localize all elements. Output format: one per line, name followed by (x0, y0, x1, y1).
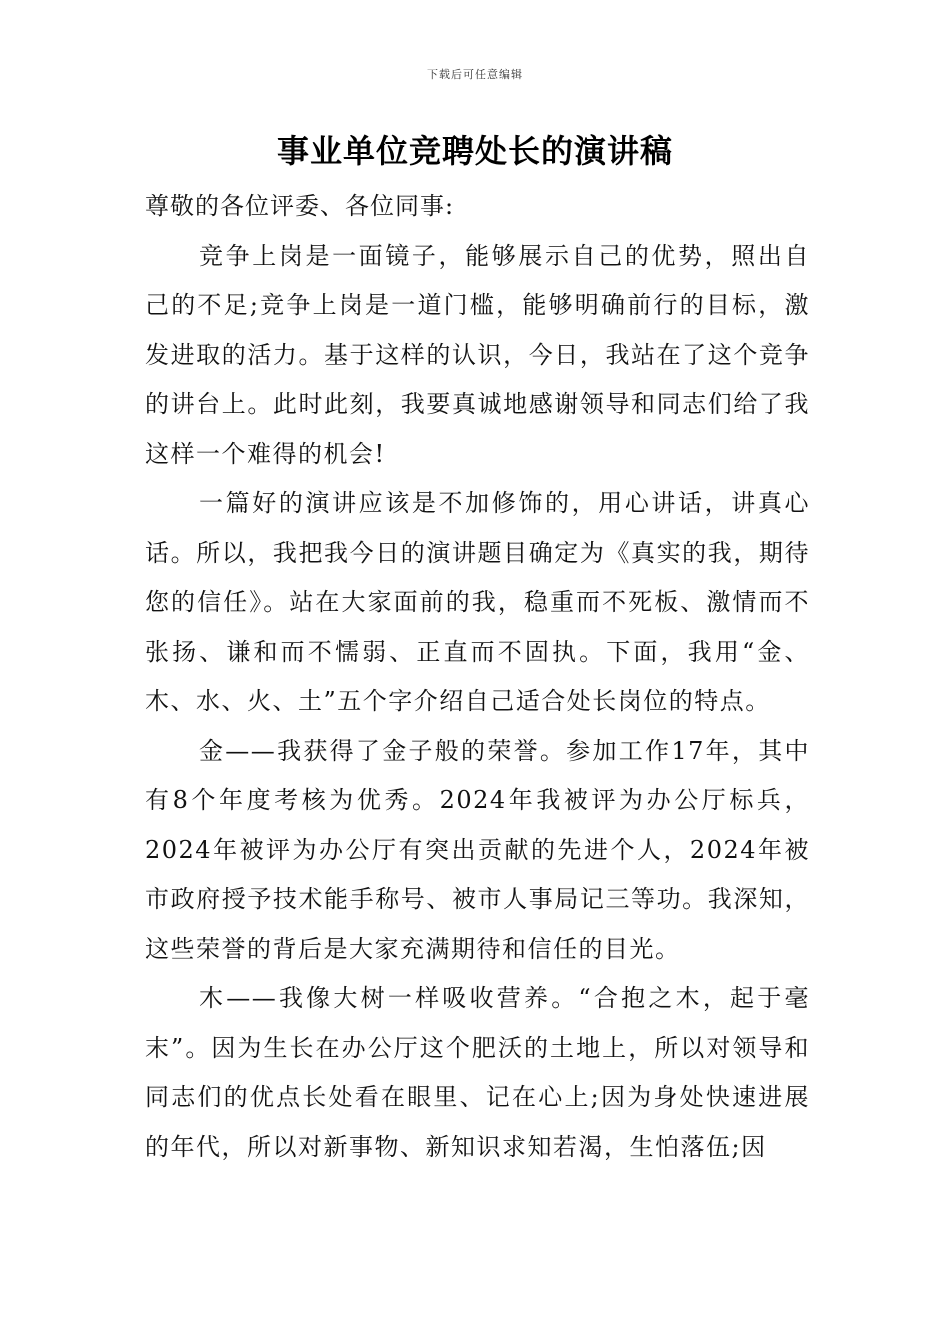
paragraph-4: 木——我像大树一样吸收营养。“合抱之木，起于毫末”。因为生长在办公厅这个肥沃的土地上，所以对领导和同志们的优点长处看在眼里、记在心上;因为身处快速进展的年代，所以对新事物、新知识求知若渴，生怕落伍;因 (145, 984, 810, 1161)
paragraph-2: 一篇好的演讲应该是不加修饰的，用心讲话，讲真心话。所以，我把我今日的演讲题目确定为《真实的我，期待您的信任》。站在大家面前的我，稳重而不死板、激情而不张扬、谦和而不懦弱、正直而不固执。下面，我用“金、木、水、火、土”五个字介绍自己适合处长岗位的特点。 (145, 489, 810, 715)
paragraph-3: 金——我获得了金子般的荣誉。参加工作17年，其中有8个年度考核为优秀。2024年我被评为办公厅标兵，2024年被评为办公厅有突出贡献的先进个人，2024年被市政府授予技术能手称号、被市人事局记三等功。我深知，这些荣誉的背后是大家充满期待和信任的目光。 (145, 736, 810, 963)
header-note: 下载后可任意编辑 (427, 68, 523, 81)
paragraph-1: 竞争上岗是一面镜子，能够展示自己的优势，照出自己的不足;竞争上岗是一道门槛，能够明确前行的目标，激发进取的活力。基于这样的认识，今日，我站在了这个竞争的讲台上。此时此刻，我要真诚地感谢领导和同志们给了我这样一个难得的机会! (145, 241, 810, 468)
document-title: 事业单位竞聘处长的演讲稿 (276, 132, 673, 170)
document-body (145, 182, 810, 1172)
salutation: 尊敬的各位评委、各位同事: (145, 192, 455, 220)
